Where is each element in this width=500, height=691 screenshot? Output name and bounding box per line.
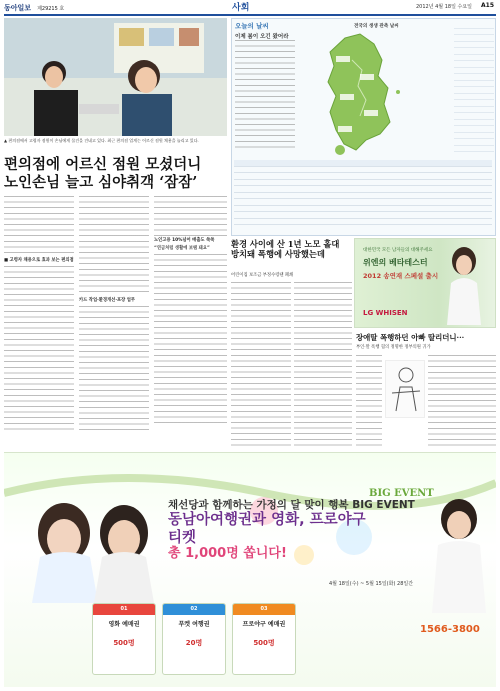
ad1-line1: 대한민국 모든 남자들의 대해주세요	[363, 248, 433, 253]
coupon-02[interactable]	[162, 603, 226, 675]
article3-subhead: 부인·딸 폭행 혐의 정명한 정부의원 귀가	[356, 345, 431, 350]
event-dates: 4월 18일(수) ~ 5월 15일(화) 28일간	[329, 581, 414, 587]
ad-title-line1: 채선당과 함께하는 가정의 달 맞이 행복 BIG EVENT	[168, 499, 415, 511]
coupon-01-name: 영화 예매권	[108, 621, 140, 628]
coupon-02-count: 20명	[185, 639, 203, 647]
weather-temp-list	[454, 22, 494, 152]
ad1-line3: 2012 송연재 스페셜 출시	[363, 272, 439, 280]
coupon-01-count: 500명	[113, 639, 135, 647]
big-event-badge: BIG EVENT	[369, 488, 434, 499]
coupon-03-name: 프로야구 예매권	[242, 621, 286, 628]
section-title: 사회	[232, 3, 250, 13]
article1-subhead4: “연금처럼 생활에 보탬 돼요”	[154, 246, 210, 251]
ad-title-line3: 총 1,000명 쏩니다!	[168, 546, 287, 561]
article1-headline: 편의점에 어르신 점원 모셨더니 노인손님 늘고 심야취객 ‘잠잠’	[4, 156, 202, 191]
article2-body	[231, 282, 291, 448]
article3-cartoon	[385, 360, 425, 418]
article1-col1	[4, 196, 74, 434]
coupon-02-name: 푸켓 여행권	[178, 621, 210, 628]
issue-number: 제29215 호	[37, 5, 65, 12]
article1-subhead3: 노인고용 10%넘어 매출도 쑥쑥	[154, 238, 215, 243]
masthead: 동아일보	[4, 4, 32, 12]
article2-headline: 환경 사이에 산 1년 노모 홀대 방치돼 폭행에 사망했는데	[231, 239, 340, 259]
photo-caption: ▲ 편의점에서 고령자 점원이 손님에게 물건을 건네고 있다. 최근 편의점 업계는 어르신 점원 채용을 늘리고 있다.	[4, 138, 199, 143]
article1-col3	[154, 196, 227, 434]
weather-map-title: 전국의 생생 관측 날씨	[354, 24, 399, 29]
page-number: A15	[481, 2, 494, 9]
event-info	[329, 580, 497, 588]
ad-title-line2: 동남아여행권과 영화, 프로야구 티켓	[168, 512, 366, 546]
ad1-model-image	[439, 243, 489, 325]
date: 2012년 4월 18일 수요일	[415, 4, 472, 10]
coupon-01[interactable]	[92, 603, 156, 675]
weather-table	[234, 160, 492, 232]
ad1-brand: LG WHISEN	[363, 309, 408, 317]
coupon-03-header: 03	[233, 604, 295, 615]
weather-logo: 오늘의 날씨	[235, 22, 269, 30]
weather-map	[300, 30, 420, 158]
coupon-02-header: 02	[163, 604, 225, 615]
weather-text	[235, 40, 295, 150]
article1-subhead1: ■ 고령자 채용으로 효과 보는 편의점	[4, 258, 74, 263]
article3-headline: 장애딸 폭행하던 아빠 딸리더니···	[356, 333, 465, 342]
lg-whisen-ad[interactable]	[354, 238, 496, 328]
article3-body-col2	[428, 355, 496, 448]
ad1-line2: 위엔의 베타테스터	[363, 258, 428, 267]
coupon-03-count: 500명	[253, 639, 275, 647]
article1-subhead2: 카드 작업·환경개선·포장 업무	[79, 298, 136, 303]
coupon-01-header: 01	[93, 604, 155, 615]
weather-subtitle: 이제 봄이 오긴 왔어라	[235, 34, 289, 40]
article-photo	[4, 18, 227, 136]
event-phone: 1566-3800	[420, 624, 480, 635]
article3-body-col1	[356, 355, 382, 448]
article1-col2	[79, 196, 149, 434]
header-rule	[4, 14, 496, 16]
article2-subhead: 어린이집 보조금 부정수령땐 폐쇄	[231, 273, 294, 278]
coupon-03[interactable]	[232, 603, 296, 675]
article2-body-col2	[294, 282, 352, 448]
